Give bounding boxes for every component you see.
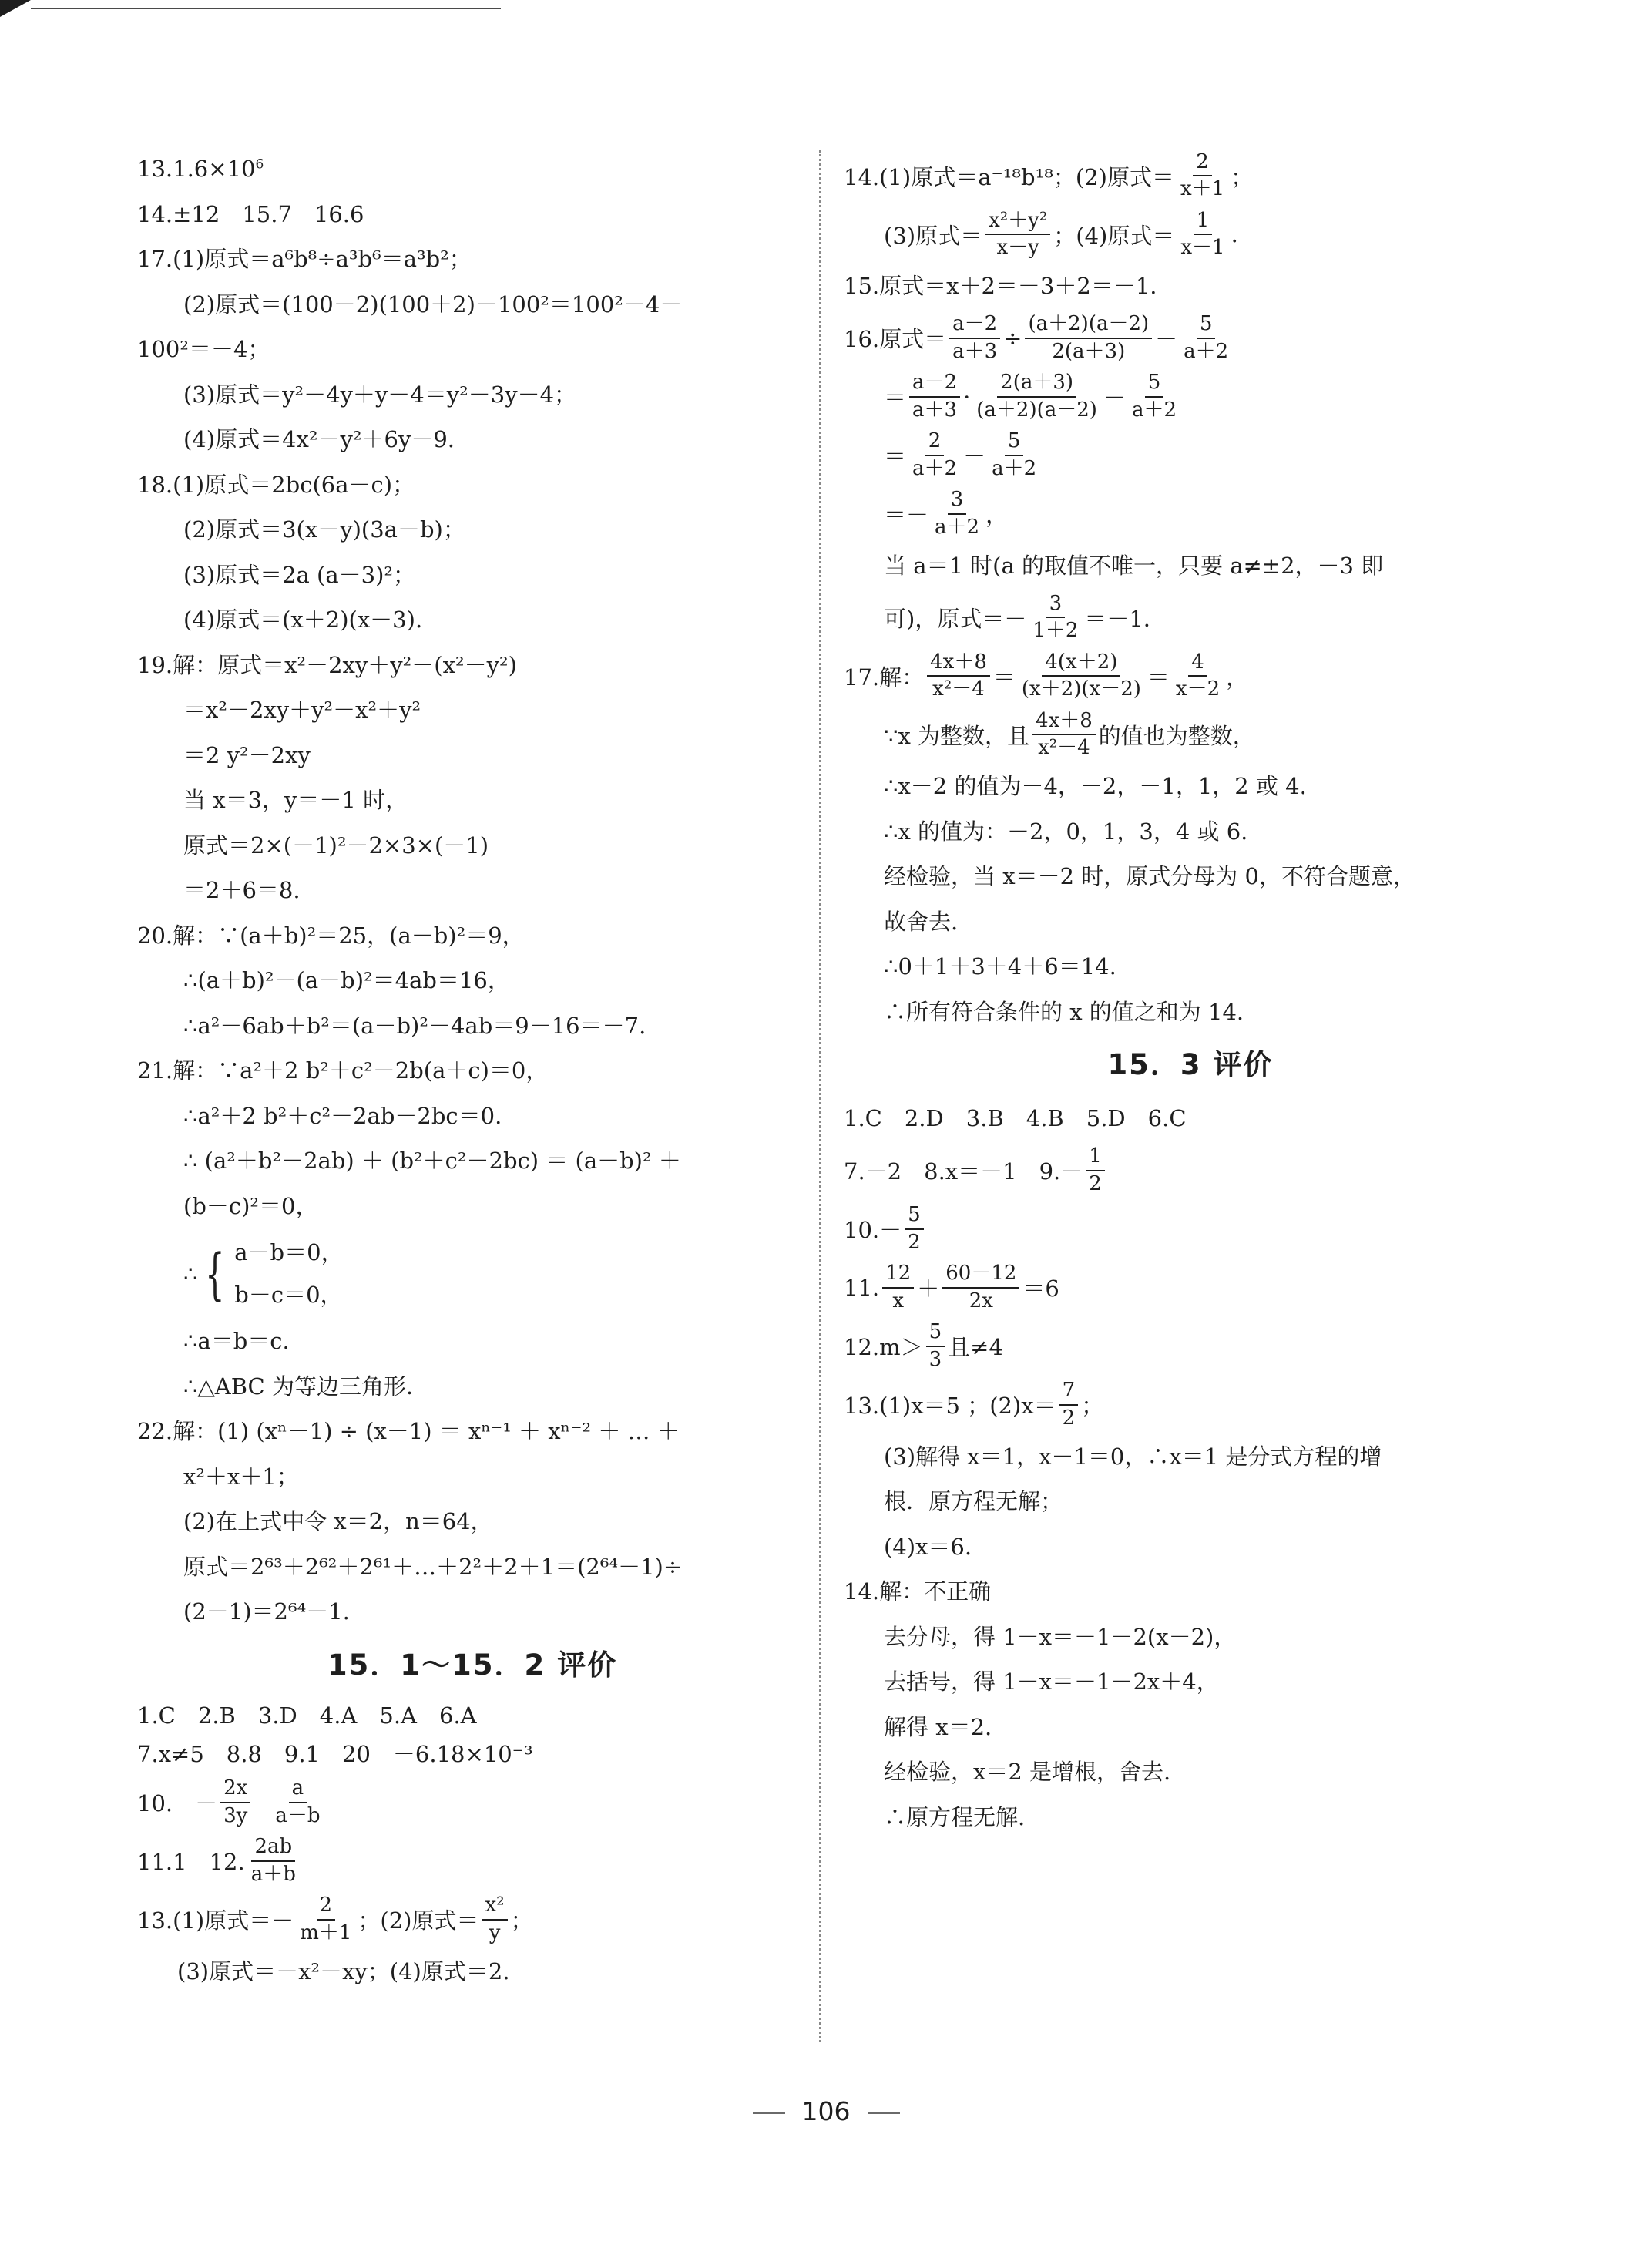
top-rule (31, 8, 501, 9)
answer-19-step: ＝x²－2xy＋y²－x²＋y² (183, 697, 421, 723)
answer-15: 15.原式＝x＋2＝－3＋2＝－1. (844, 273, 1157, 299)
right-column (844, 146, 1537, 1840)
answer-19-step: ＝2＋6＝8. (183, 877, 301, 903)
answer-14-a: 14.(1)原式＝a⁻¹⁸b¹⁸；(2)原式＝ 2 x＋1 ； (844, 150, 1254, 200)
answer-14-15-3: 14.解：不正确 (844, 1578, 992, 1605)
column-divider (819, 150, 821, 2042)
answer-18-1: 18.(1)原式＝2bc(6a－c)； (137, 471, 415, 498)
answer-16-note: 当 a＝1 时(a 的取值不唯一，只要 a≠±2，－3 即 (884, 552, 1384, 579)
fill-answers: 7.x≠5 8.8 9.1 20 －6.18×10⁻³ (137, 1740, 533, 1767)
answers-14-16: 14.±12 15.7 16.6 (137, 200, 364, 227)
answer-17-step: 故舍去. (884, 908, 959, 935)
answer-16: 16.原式＝ $\frac{a-2}{a+3}$ ÷ $\frac{(a+2)(a-2)}{2(a+3)}$ － 5 a＋2 (844, 312, 1229, 363)
answer-19-step: 原式＝2×(－1)²－2×3×(－1) (183, 832, 489, 859)
answer-17-step: ∴x－2 的值为－4，－2，－1，1，2 或 4. (884, 773, 1307, 799)
answer-18-4: (4)原式＝(x＋2)(x－3). (183, 607, 423, 633)
answer-13-15-3-step: (3)解得 x＝1，x－1＝0，∴x＝1 是分式方程的增 (884, 1443, 1382, 1470)
answer-19: 19.解：原式＝x²－2xy＋y²－(x²－y²) (137, 651, 517, 678)
section-heading-15-3: 15．3 评价 (1107, 1048, 1274, 1081)
answer-21-system: ∴ { a－b＝0， b－c＝0， (137, 1228, 808, 1319)
answer-18-2: (2)原式＝3(x－y)(3a－b)； (183, 516, 465, 543)
answer-21-step: ∴a＝b＝c. (183, 1328, 290, 1354)
answer-14-15-3-step: 去括号，得 1－x＝－1－2x＋4， (884, 1669, 1219, 1695)
answer-14-15-3-step: 去分母，得 1－x＝－1－2(x－2)， (884, 1623, 1237, 1650)
answer-13-15-3-step: 根．原方程无解； (884, 1488, 1063, 1514)
answers-7-9: 7.－2 8.x＝－1 9.－ 1 2 (844, 1141, 1537, 1200)
answer-21: 21.解：∵a²＋2 b²＋c²－2b(a＋c)＝0， (137, 1057, 549, 1084)
answer-21-step: ∴△ABC 为等边三角形． (183, 1373, 428, 1400)
answer-22-1: 22.解：(1) (xⁿ－1) ÷ (x－1) ＝ xⁿ⁻¹ ＋ xⁿ⁻² ＋ … ＋ (137, 1418, 680, 1444)
answer-17-step: ∵x 为整数，且 4x＋8 x²－4 的值也为整数， (884, 708, 1255, 759)
answer-13: $13.1.6\times 10^6$ (137, 156, 264, 182)
answer-16-result: 可)，原式＝－ 3 1＋2 ＝－1． (884, 591, 1166, 642)
answer-17-step: ∴x 的值为：－2，0，1，3，4 或 6. (884, 818, 1248, 845)
answer-13-b-cont: (3)原式＝－x²－xy；(4)原式＝2. (177, 1958, 510, 1984)
answer-19-step: ＝2 y²－2xy (183, 741, 311, 768)
answer-14-15-3-step: ∴原方程无解. (884, 1803, 1026, 1830)
answer-20: 20.解：∵(a＋b)²＝25，(a－b)²＝9， (137, 922, 525, 949)
answer-22-1-cont: x²＋x＋1； (183, 1463, 299, 1490)
answer-14-15-3-step: 解得 x＝2. (884, 1713, 992, 1740)
answer-16-step: ＝ 2 a＋2 － 5 a＋2 (884, 429, 1037, 480)
section-heading-15-1-15-2: 15．1～15．2 评价 (327, 1648, 618, 1682)
answer-22-2-cont: 原式＝2⁶³＋2⁶²＋2⁶¹＋…＋2²＋2＋1＝(2⁶⁴－1)÷ (183, 1553, 683, 1580)
answer-12-15-3: 12.m＞ 5 3 且≠4 (844, 1320, 1003, 1371)
answer-17: 17.解： 4x＋8 x²－4 ＝ 4(x＋2) (x＋2)(x－2) ＝ 4 x－2 ， (844, 650, 1249, 701)
answer-21-step: ∴a²＋2 b²＋c²－2ab－2bc＝0. (183, 1102, 502, 1129)
answer-17-step: ∴所有符合条件的 x 的值之和为 14. (884, 998, 1244, 1025)
answer-17-step: 经检验，当 x＝－2 时，原式分母为 0，不符合题意， (884, 863, 1415, 889)
answer-18-3: (3)原式＝2a (a－3)²； (183, 561, 416, 588)
equation-system: { a－b＝0， b－c＝0， (205, 1238, 344, 1308)
answer-17-2-cont: 100²＝－4； (137, 336, 270, 362)
answer-17-4: (4)原式＝4x²－y²＋6y－9. (183, 426, 455, 452)
answer-22-2: (2)在上式中令 x＝2，n＝64， (183, 1508, 493, 1534)
answer-13-15-3-step: (4)x＝6. (884, 1533, 972, 1560)
answer-14-15-3-step: 经检验，x＝2 是增根，舍去. (884, 1759, 1171, 1785)
answer-16-step: ＝－ 3 a＋2 ， (884, 488, 1009, 539)
answer-10: 10. － 2x 3y a a－b (137, 1776, 321, 1827)
answer-13-15-3: 13.(1)x＝5 ；(2)x＝ 7 2 ； (844, 1379, 1104, 1430)
answer-17-1: 17.(1)原式＝a⁶b⁸÷a³b⁶＝a³b²； (137, 246, 472, 272)
answer-20-step: ∴(a＋b)²－(a－b)²＝4ab＝16， (183, 967, 510, 993)
page-number: 106 (801, 2096, 851, 2126)
answer-22-2-cont: (2－1)＝2⁶⁴－1. (183, 1598, 350, 1625)
answer-14-b: (3)原式＝ x²＋y² x－y ；(4)原式＝ 1 x－1 . (884, 208, 1238, 259)
answer-13-b: 13.(1)原式＝－ 2 m＋1 ；(2)原式＝ x² y ； (137, 1894, 533, 1944)
mc-answers: 1.C 2.B 3.D 4.A 5.A 6.A (137, 1702, 477, 1729)
left-column (137, 146, 808, 1994)
answers-11-12: 11.1 12. 2ab a＋b (137, 1835, 296, 1886)
answer-20-step: ∴a²－6ab＋b²＝(a－b)²－4ab＝9－16＝－7. (183, 1012, 646, 1039)
footer-dash-right (868, 2112, 900, 2114)
answer-11-15-3: 11. 12 x ＋ 60－12 2x ＝6 (844, 1262, 1059, 1312)
mc-answers-15-3: 1.C 2.D 3.B 4.B 5.D 6.C (844, 1105, 1187, 1131)
answer-21-step: (b－c)²＝0， (183, 1192, 318, 1219)
answer-17-3: (3)原式＝y²－4y＋y－4＝y²－3y－4； (183, 381, 577, 408)
answer-10-15-3: 10.－ 5 2 (844, 1200, 1537, 1259)
footer-dash-left (753, 2112, 785, 2114)
page-number-footer (0, 2096, 1652, 2126)
answer-21-step: ∴ (a²＋b²－2ab) ＋ (b²＋c²－2bc) ＝ (a－b)² ＋ (183, 1148, 681, 1174)
corner-mark (0, 0, 31, 18)
answer-17-step: ∴0＋1＋3＋4＋6＝14. (884, 953, 1116, 980)
answer-16-step: ＝ a－2 a＋3 · 2(a＋3) (a＋2)(a－2) － 5 a＋2 (884, 371, 1177, 422)
answer-17-2: (2)原式＝(100－2)(100＋2)－100²＝100²－4－ (183, 291, 683, 318)
answer-19-step: 当 x＝3，y＝－1 时， (183, 787, 408, 813)
